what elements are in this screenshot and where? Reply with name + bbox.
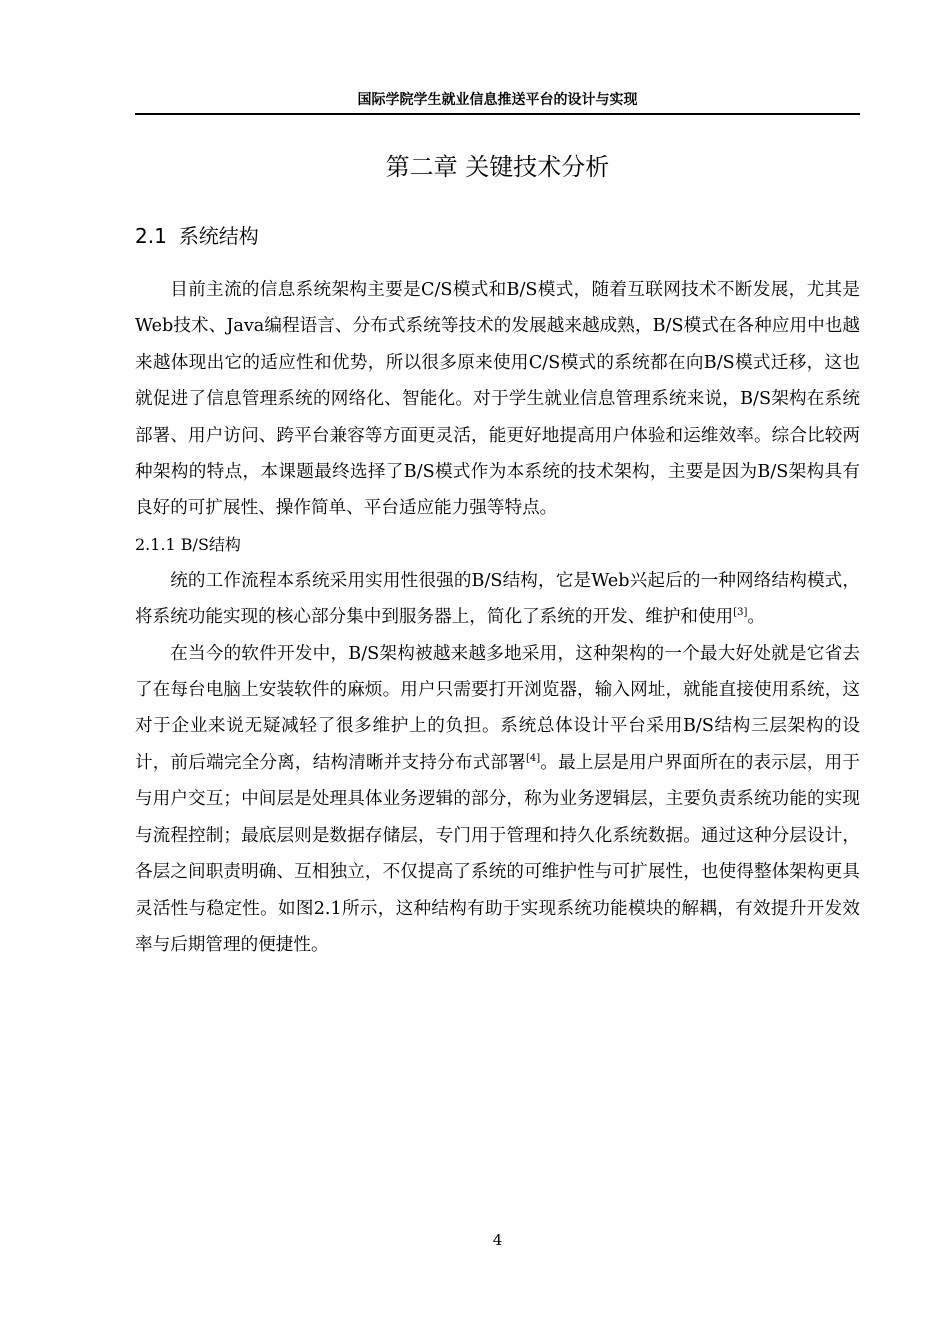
section-number: 2.1 [135,224,167,248]
subsection-title: 2.1.1 B/S结构 [135,534,241,554]
body-text [135,272,860,963]
citation-4: [4] [525,753,541,765]
section-title: 系统结构 [178,224,259,248]
section-heading [135,222,259,250]
paragraph-three-tier [135,636,860,964]
paragraph-bs-structure-end: 。 [747,607,765,628]
paragraph-three-tier-text-2: 。最上层是用户界面所在的表示层，用于与用户交互；中间层是处理具体业务逻辑的部分，称为业务逻辑层，主要负责系统功能的实现与流程控制；最底层则是数据存储层，专门用于管理和持久化系统数据。通过这种分层设计，各层之间职责明确、互相独立，不仅提高了系统的可维护性与可扩展性，也使得整体架构更具灵活性与稳定性。如图2.1所示，这种结构有助于实现系统功能模块的解耦，有效提升开发效率与后期管理的便捷性。 [135,752,860,955]
citation-3: [3] [733,607,748,619]
paragraph-bs-structure-text: 统的工作流程本系统采用实用性很强的B/S结构，它是Web兴起后的一种网络结构模式，将系统功能实现的核心部分集中到服务器上，简化了系统的开发、维护和使用 [135,570,860,628]
paragraph-three-tier-text-1: 在当今的软件开发中，B/S架构被越来越多地采用，这种架构的一个最大好处就是它省去了在每台电脑上安装软件的麻烦。用户只需要打开浏览器，输入网址，就能直接使用系统，这对于企业来说无疑减轻了很多维护上的负担。系统总体设计平台采用B/S结构三层架构的设计，前后端完全分离，结构清晰并支持分布式部署 [135,643,860,773]
paragraph-architecture-overview: 目前主流的信息系统架构主要是C/S模式和B/S模式，随着互联网技术不断发展，尤其是Web技术、Java编程语言、分布式系统等技术的发展越来越成熟，B/S模式在各种应用中也越来越体现出它的适应性和优势，所以很多原来使用C/S模式的系统都在向B/S模式迁移，这也就促进了信息管理系统的网络化、智能化。对于学生就业信息管理系统来说，B/S架构在系统部署、用户访问、跨平台兼容等方面更灵活，能更好地提高用户体验和运维效率。综合比较两种架构的特点，本课题最终选择了B/S模式作为本系统的技术架构，主要是因为B/S架构具有良好的可扩展性、操作简单、平台适应能力强等特点。 [135,280,860,519]
page-number: 4 [492,1231,503,1249]
running-header: 国际学院学生就业信息推送平台的设计与实现 [135,90,860,115]
paragraph-bs-structure [135,563,860,636]
chapter-title: 第二章 关键技术分析 [385,153,610,181]
